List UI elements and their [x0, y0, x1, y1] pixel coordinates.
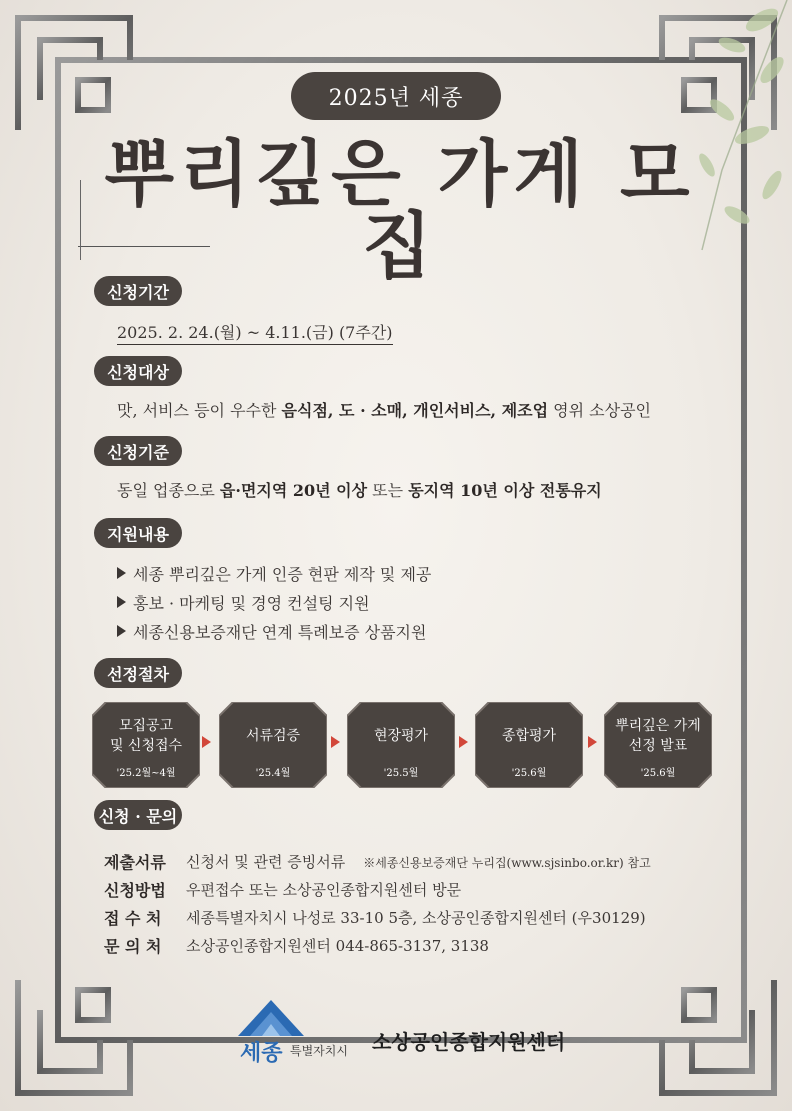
page-title: 뿌리깊은 가게 모집: [104, 131, 696, 288]
procedure-label: 선정절차: [94, 658, 182, 688]
triangle-bullet-icon: [117, 596, 126, 608]
inquiry-label: 신청 · 문의: [94, 800, 182, 830]
step-arrow-icon: [331, 736, 340, 748]
step-arrow-icon: [202, 736, 211, 748]
procedure-step: 현장평가 '25.5월: [347, 702, 455, 788]
target-label: 신청대상: [94, 356, 182, 386]
support-label: 지원내용: [94, 518, 182, 548]
criteria-text: 동일 업종으로 읍·면지역 20년 이상 또는 동지역 10년 이상 전통유지: [117, 481, 602, 500]
procedure-step: 뿌리깊은 가게 선정 발표 '25.6월: [604, 702, 712, 788]
office-value: 세종특별자치시 나성로 33-10 5층, 소상공인종합지원센터 (우30129): [186, 909, 646, 927]
step-arrow-icon: [459, 736, 468, 748]
procedure-step: 서류검증 '25.4월: [219, 702, 327, 788]
title-divider: [78, 246, 210, 247]
criteria-label: 신청기준: [94, 436, 182, 466]
method-value: 우편접수 또는 소상공인종합지원센터 방문: [186, 881, 462, 899]
support-item: 세종 뿌리깊은 가게 인증 현판 제작 및 제공: [117, 562, 431, 585]
target-text: 맛, 서비스 등이 우수한 음식점, 도 · 소매, 개인서비스, 제조업 영위 소상공인: [117, 401, 651, 420]
support-item: 세종신용보증재단 연계 특례보증 상품지원: [117, 620, 426, 643]
contact-label: 문 의 처: [104, 937, 162, 956]
sejong-logo-subtext: 특별자치시: [290, 1044, 348, 1058]
docs-value: 신청서 및 관련 증빙서류 ※세종신용보증재단 누리집(www.sjsinbo.or.kr) 참고: [186, 853, 651, 871]
sejong-logo-icon: [236, 998, 306, 1038]
support-item: 홍보 · 마케팅 및 경영 컨설팅 지원: [117, 591, 370, 614]
procedure-step: 종합평가 '25.6월: [475, 702, 583, 788]
period-text: 2025. 2. 24.(월) ~ 4.11.(금) (7주간): [117, 320, 393, 343]
contact-value: 소상공인종합지원센터 044-865-3137, 3138: [186, 937, 489, 955]
procedure-step: 모집공고 및 신청접수 '25.2월~4월: [92, 702, 200, 788]
docs-label: 제출서류: [104, 853, 166, 872]
footer-logos: [232, 998, 572, 1068]
triangle-bullet-icon: [117, 625, 126, 637]
step-arrow-icon: [588, 736, 597, 748]
method-label: 신청방법: [104, 881, 166, 900]
triangle-bullet-icon: [117, 567, 126, 579]
year-badge: 2025년 세종: [291, 72, 501, 120]
period-label: 신청기간: [94, 276, 182, 306]
center-name: 소상공인종합지원센터: [372, 1030, 566, 1054]
title-divider-vertical: [80, 180, 81, 260]
office-label: 접 수 처: [104, 909, 162, 928]
sejong-logo-text: 세종: [240, 1041, 283, 1066]
